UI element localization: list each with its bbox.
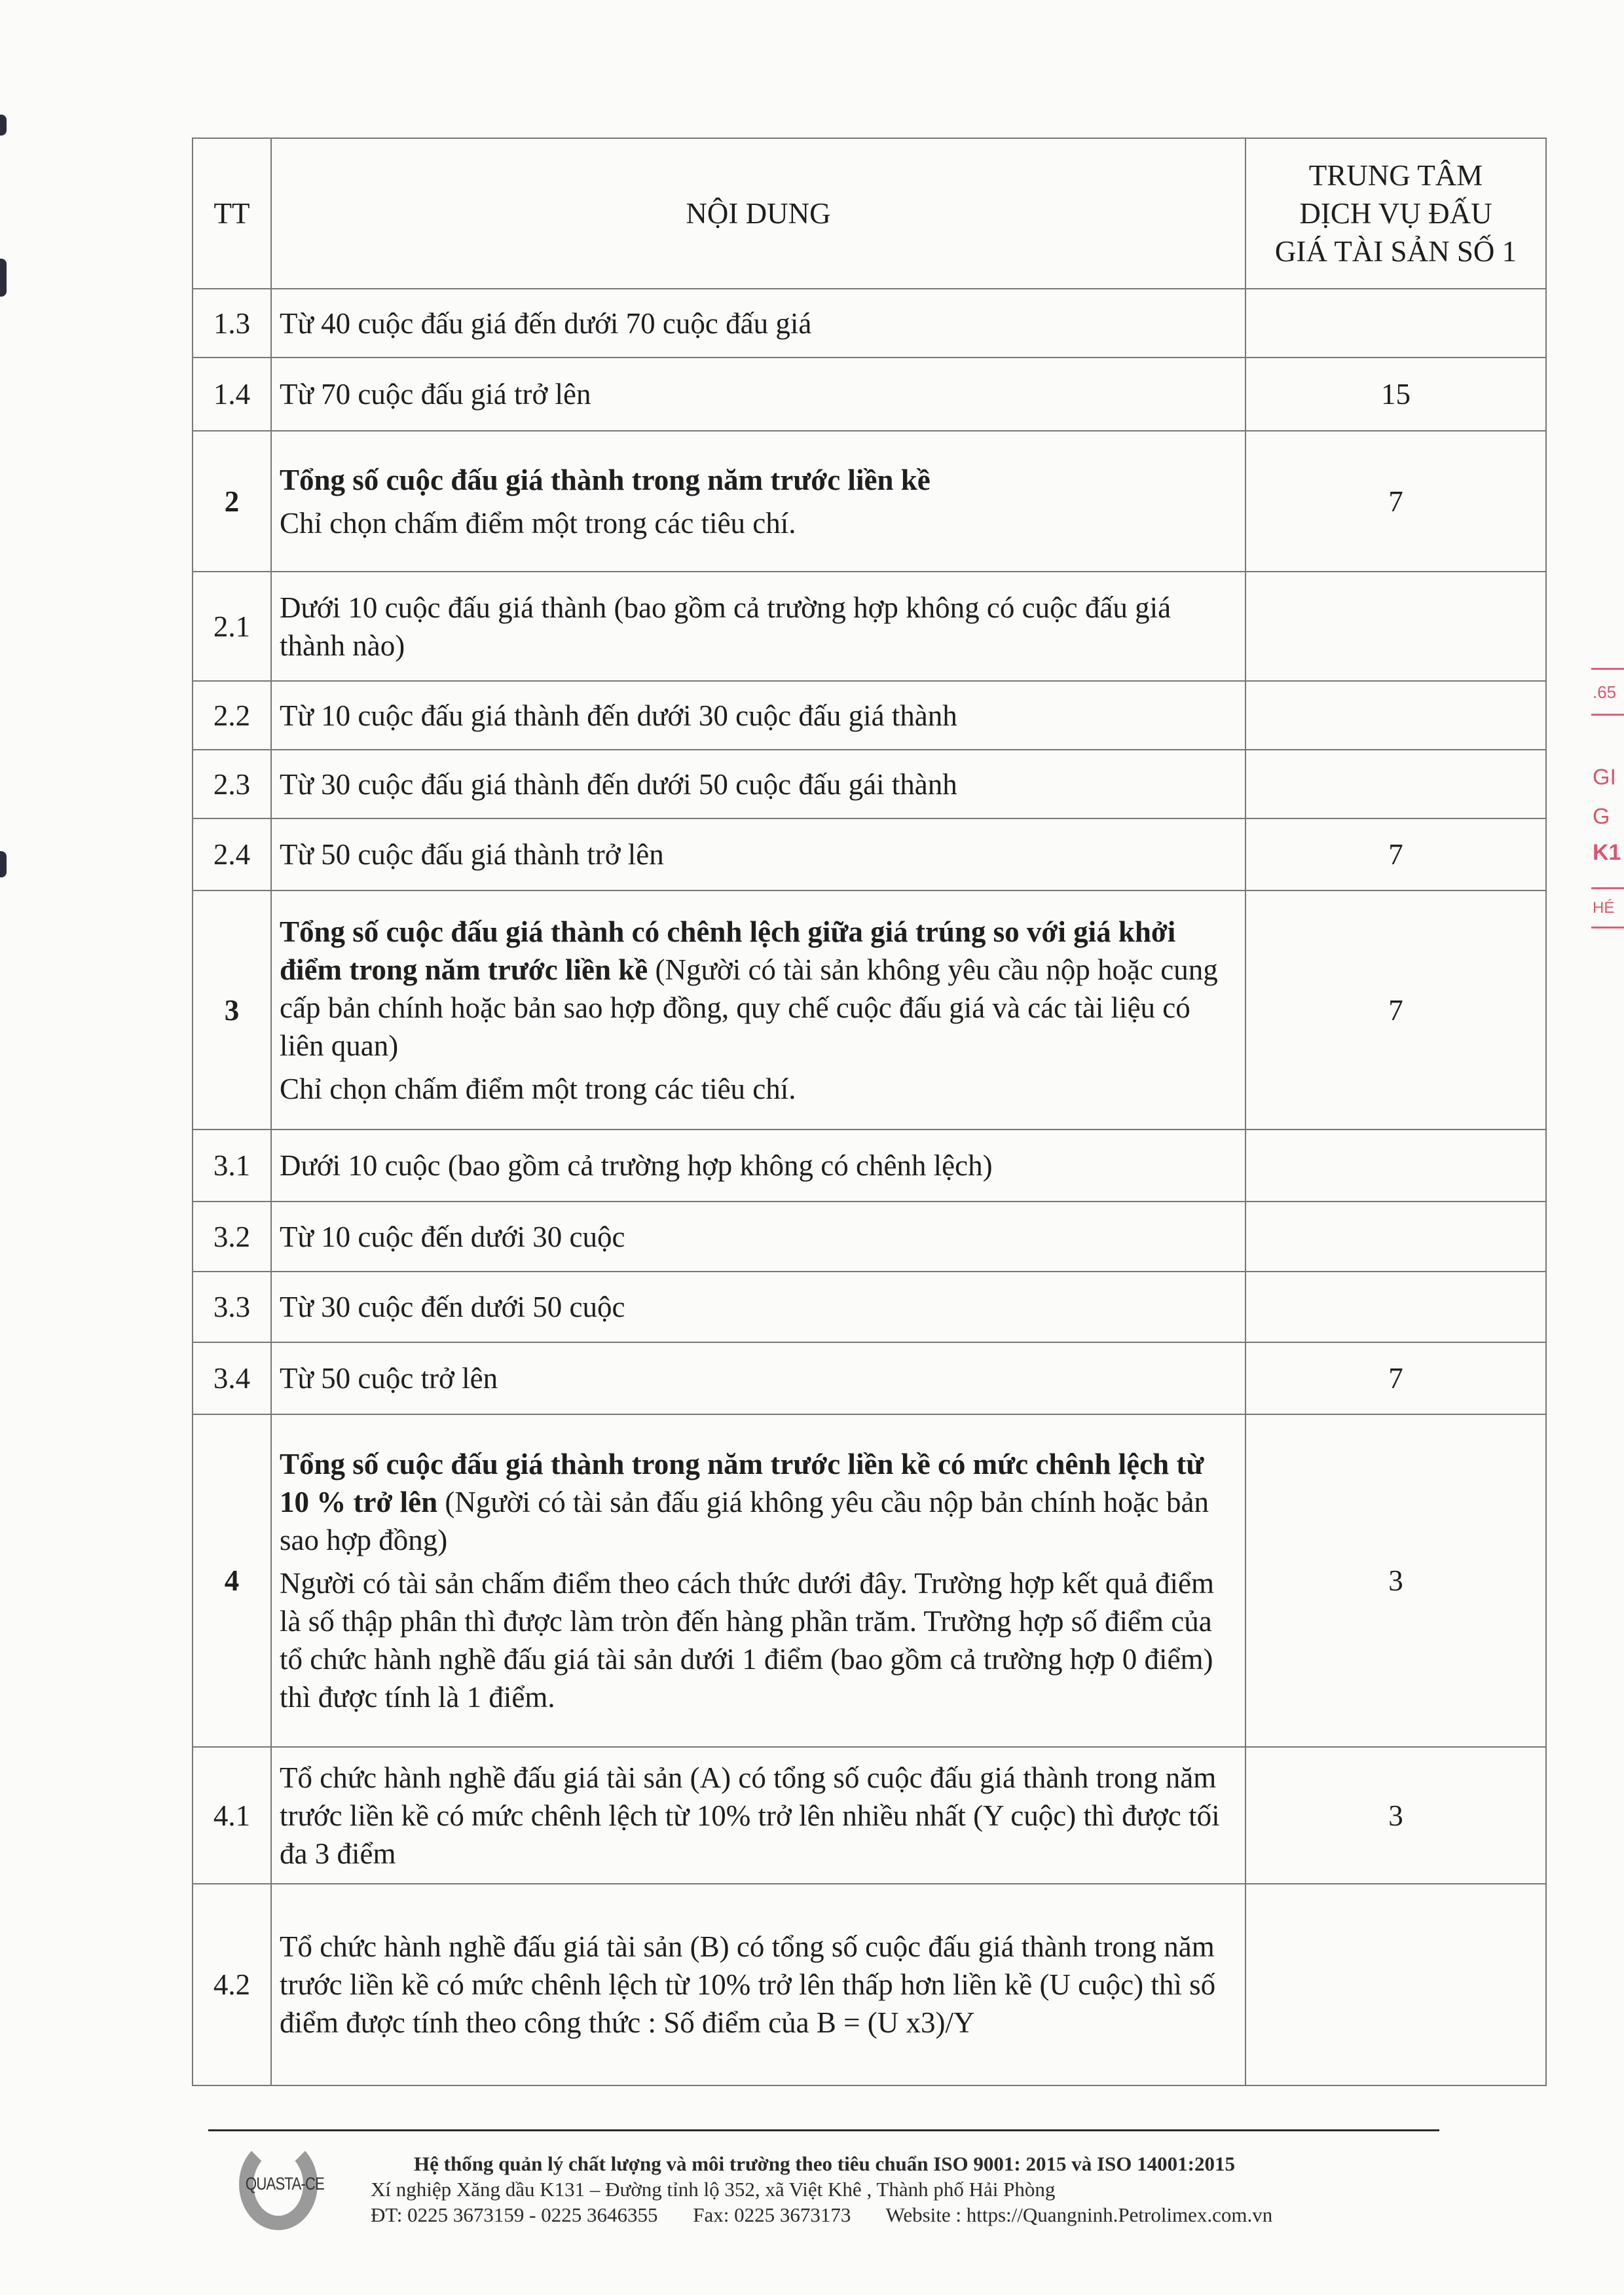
stamp-text: K1 [1593,840,1621,865]
footer-contact [371,2202,1549,2228]
row-number: 3.2 [193,1202,271,1272]
header-score [1246,138,1546,289]
row-content [271,1414,1246,1747]
footer-phone: ĐT: 0225 3673159 - 0225 3646355 [371,2203,658,2226]
footer-fax: Fax: 0225 3673173 [693,2203,851,2226]
row-number: 2.3 [193,750,271,818]
content-paragraph [280,1288,1237,1326]
scoring-table [192,138,1547,2086]
row-number: 3 [193,890,271,1129]
content-paragraph [280,1445,1237,1559]
row-number: 1.4 [193,358,271,431]
table-row [193,681,1546,750]
row-content [271,1272,1246,1342]
scan-artifact [0,259,7,297]
table-row [193,289,1546,358]
row-number: 4.2 [193,1884,271,2085]
score-cell [1246,1202,1546,1272]
row-number: 3.3 [193,1272,271,1342]
criterion-text: (Người có tài sản không yêu cầu nộp hoặc cung cấp bản chính hoặc bản sao hợp đồng, quy chế cuộc đấu giá và các tài liệu có liên quan) [280,953,1218,1062]
score-cell [1246,289,1546,358]
row-content [271,572,1246,681]
stamp-line [1591,887,1624,889]
row-number: 4 [193,1414,271,1747]
stamp-text: GI [1593,765,1616,790]
row-content [271,1747,1246,1884]
row-content [271,358,1246,431]
footer-website[interactable]: Website : https://Quangninh.Petrolimex.com.vn [885,2203,1273,2226]
row-content [271,431,1246,572]
criterion-text: Từ 50 cuộc trở lên [280,1362,498,1395]
score-cell: 15 [1246,358,1546,431]
criterion-text: Tổ chức hành nghề đấu giá tài sản (B) có tổng số cuộc đấu giá thành trong năm trước liền kề có mức chênh lệch từ 10% trở lên thấp hơn liền kề (U cuộc) thì số điểm được tính theo công thức : Số điểm của B = (U x3)/Y [280,1930,1216,2039]
criterion-text: Từ 10 cuộc đến dưới 30 cuộc [280,1220,625,1253]
header-content: NỘI DUNG [271,138,1246,289]
table-row [193,1129,1546,1202]
score-cell: 7 [1246,818,1546,890]
criterion-text: Từ 10 cuộc đấu giá thành đến dưới 30 cuộc đấu giá thành [280,699,957,732]
table-row [193,1342,1546,1414]
content-paragraph [280,504,1237,542]
table-row [193,818,1546,890]
table-row [193,572,1546,681]
table-header-row [193,138,1546,289]
table-row [193,1414,1546,1747]
score-cell: 7 [1246,431,1546,572]
score-cell [1246,572,1546,681]
row-content [271,1342,1246,1414]
footer-divider [208,2129,1439,2131]
row-content [271,1129,1246,1202]
score-cell [1246,681,1546,750]
stamp-line [1591,714,1624,716]
criterion-text: Dưới 10 cuộc đấu giá thành (bao gồm cả trường hợp không có cuộc đấu giá thành nào) [280,591,1172,662]
content-paragraph [280,461,1237,499]
header-score-line: TRUNG TÂM [1308,159,1483,192]
content-paragraph [280,304,1237,342]
header-score-line: DỊCH VỤ ĐẤU [1299,197,1492,230]
criterion-text: Dưới 10 cuộc (bao gồm cả trường hợp không có chênh lệch) [280,1149,993,1182]
logo-text: QUASTA-CE [245,2174,325,2194]
row-content [271,818,1246,890]
row-number: 2.2 [193,681,271,750]
table-row [193,890,1546,1129]
row-number: 2 [193,431,271,572]
row-number: 3.4 [193,1342,271,1414]
criterion-title: Tổng số cuộc đấu giá thành trong năm trước liền kề có mức chênh lệch từ 10 % trở lên [280,1448,1204,1518]
row-content [271,681,1246,750]
row-number: 3.1 [193,1129,271,1202]
criterion-text: Từ 30 cuộc đấu giá thành đến dưới 50 cuộc đấu gái thành [280,767,957,801]
content-paragraph [280,589,1237,665]
scan-artifact [0,851,7,877]
content-paragraph [280,913,1237,1065]
table-row [193,1272,1546,1342]
header-tt: TT [193,138,271,289]
content-paragraph [280,1928,1237,2042]
row-content [271,750,1246,818]
table-row [193,358,1546,431]
table-row [193,431,1546,572]
content-paragraph [280,1564,1237,1716]
row-number: 2.4 [193,818,271,890]
criterion-text: Từ 70 cuộc đấu giá trở lên [280,378,591,411]
red-stamp-fragment [1585,668,1624,943]
stamp-line [1591,927,1624,928]
quasta-logo [232,2136,337,2234]
row-number: 2.1 [193,572,271,681]
row-number: 1.3 [193,289,271,358]
footer-iso-line: Hệ thống quản lý chất lượng và môi trường theo tiêu chuẩn ISO 9001: 2015 và ISO 14001:2015 [414,2152,1235,2175]
footer-address: Xí nghiệp Xăng dầu K131 – Đường tỉnh lộ 352, xã Việt Khê , Thành phố Hải Phòng [371,2178,1056,2201]
content-paragraph [280,697,1237,735]
table-row [193,750,1546,818]
score-cell: 3 [1246,1747,1546,1884]
content-paragraph [280,1070,1237,1108]
criterion-title: Tổng số cuộc đấu giá thành có chênh lệch giữa giá trúng so với giá khởi điểm trong năm trước liền kề [280,915,1176,986]
content-paragraph [280,375,1237,413]
score-cell [1246,1884,1546,2085]
stamp-text: HÉ [1593,899,1615,917]
row-content [271,289,1246,358]
criterion-text: Từ 40 cuộc đấu giá đến dưới 70 cuộc đấu giá [280,306,812,340]
score-cell: 3 [1246,1414,1546,1747]
row-content [271,1884,1246,2085]
criterion-text: Người có tài sản chấm điểm theo cách thức dưới đây. Trường hợp kết quả điểm là số thập phân thì được làm tròn đến hàng phần trăm. Trường hợp số điểm của tổ chức hành nghề đấu giá tài sản dưới 1 điểm (bao gồm cả trường hợp 0 điểm) thì được tính là 1 điểm. [280,1567,1215,1714]
score-cell [1246,1272,1546,1342]
score-cell: 7 [1246,890,1546,1129]
criterion-text: (Người có tài sản đấu giá không yêu cầu nộp bản chính hoặc bản sao hợp đồng) [280,1486,1209,1556]
criterion-text: Tổ chức hành nghề đấu giá tài sản (A) có tổng số cuộc đấu giá thành trong năm trước liền kề có mức chênh lệch từ 10% trở lên nhiều nhất (Y cuộc) thì được tối đa 3 điểm [280,1761,1220,1870]
table-row [193,1202,1546,1272]
score-cell [1246,1129,1546,1202]
content-paragraph [280,765,1237,803]
table-row [193,1884,1546,2085]
content-paragraph [280,835,1237,873]
header-score-line: GIÁ TÀI SẢN SỐ 1 [1274,235,1517,268]
stamp-text: .65 [1593,682,1617,702]
criterion-text: Từ 30 cuộc đến dưới 50 cuộc [280,1291,625,1323]
score-cell [1246,750,1546,818]
scan-artifact [0,115,7,136]
content-paragraph [280,1359,1237,1397]
score-cell: 7 [1246,1342,1546,1414]
criterion-text: Chỉ chọn chấm điểm một trong các tiêu chí. [280,506,796,540]
footer-info [371,2151,1549,2228]
row-content [271,890,1246,1129]
content-paragraph [280,1147,1237,1184]
row-content [271,1202,1246,1272]
criterion-text: Chỉ chọn chấm điểm một trong các tiêu chí. [280,1072,796,1105]
criterion-title: Tổng số cuộc đấu giá thành trong năm trước liền kề [280,463,931,496]
stamp-text: G [1593,804,1610,829]
criterion-text: Từ 50 cuộc đấu giá thành trở lên [280,838,664,871]
stamp-line [1591,668,1624,670]
table-row [193,1747,1546,1884]
content-paragraph [280,1218,1237,1256]
row-number: 4.1 [193,1747,271,1884]
content-paragraph [280,1759,1237,1873]
table-body [193,289,1546,2085]
